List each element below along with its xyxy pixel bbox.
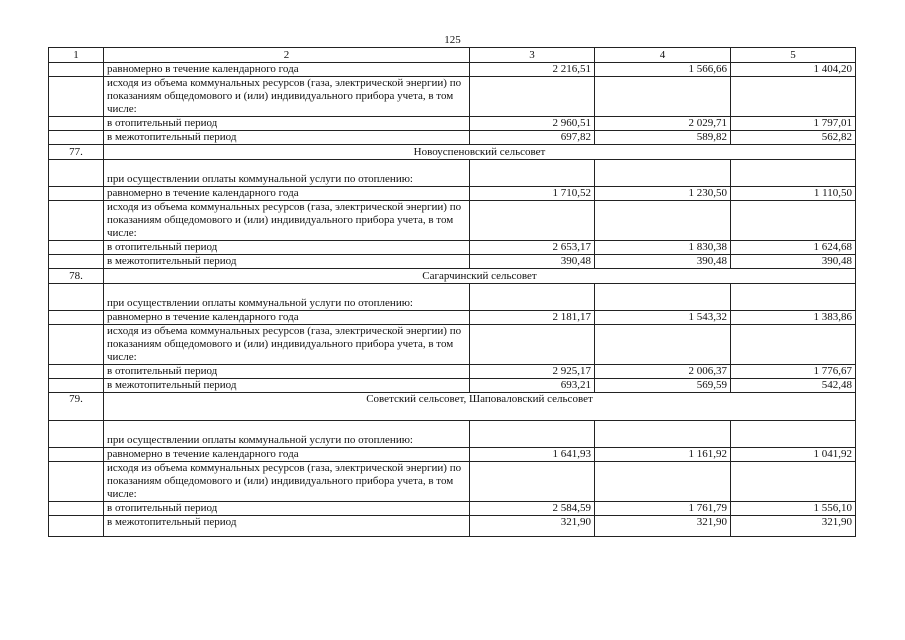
value-col4: 2 029,71 — [595, 117, 731, 131]
column-header: 3 — [470, 48, 595, 63]
value-col5 — [731, 462, 856, 502]
table-row — [49, 77, 856, 117]
column-header: 2 — [104, 48, 470, 63]
value-col4 — [595, 160, 731, 187]
value-col3: 1 641,93 — [470, 448, 595, 462]
value-col5: 562,82 — [731, 131, 856, 145]
row-number — [49, 516, 104, 537]
value-col5: 1 110,50 — [731, 187, 856, 201]
value-col3: 2 960,51 — [470, 117, 595, 131]
row-description: в отопительный период — [104, 241, 470, 255]
value-col5: 1 404,20 — [731, 63, 856, 77]
value-col5: 390,48 — [731, 255, 856, 269]
row-number — [49, 365, 104, 379]
value-col3: 390,48 — [470, 255, 595, 269]
table-row — [49, 131, 856, 145]
row-number — [49, 117, 104, 131]
row-description: исходя из объема коммунальных ресурсов (газа, электрической энергии) по показаниям общедомового и (или) индивидуального прибора учета, в том числе: — [104, 201, 470, 241]
column-header: 5 — [731, 48, 856, 63]
row-description: равномерно в течение календарного года — [104, 448, 470, 462]
value-col3 — [470, 462, 595, 502]
row-description: исходя из объема коммунальных ресурсов (газа, электрической энергии) по показаниям общедомового и (или) индивидуального прибора учета, в том числе: — [104, 325, 470, 365]
row-number — [49, 284, 104, 311]
table-row — [49, 311, 856, 325]
value-col4: 589,82 — [595, 131, 731, 145]
row-description: при осуществлении оплаты коммунальной услуги по отоплению: — [104, 421, 470, 448]
value-col4 — [595, 325, 731, 365]
section-row — [49, 269, 856, 284]
section-number: 79. — [49, 393, 104, 421]
row-description: при осуществлении оплаты коммунальной услуги по отоплению: — [104, 284, 470, 311]
table-row — [49, 365, 856, 379]
value-col4 — [595, 421, 731, 448]
column-header: 1 — [49, 48, 104, 63]
value-col5: 542,48 — [731, 379, 856, 393]
value-col5 — [731, 77, 856, 117]
value-col3: 2 216,51 — [470, 63, 595, 77]
row-description: в межотопительный период — [104, 255, 470, 269]
row-number — [49, 63, 104, 77]
row-number — [49, 255, 104, 269]
row-description: в межотопительный период — [104, 131, 470, 145]
value-col3 — [470, 77, 595, 117]
value-col3 — [470, 201, 595, 241]
value-col5 — [731, 421, 856, 448]
value-col4 — [595, 77, 731, 117]
row-description: равномерно в течение календарного года — [104, 311, 470, 325]
value-col3 — [470, 325, 595, 365]
table-row — [49, 421, 856, 448]
value-col5 — [731, 284, 856, 311]
value-col4 — [595, 284, 731, 311]
value-col5: 1 797,01 — [731, 117, 856, 131]
row-description: равномерно в течение календарного года — [104, 187, 470, 201]
value-col5 — [731, 160, 856, 187]
value-col4: 2 006,37 — [595, 365, 731, 379]
table-header-row — [49, 48, 856, 63]
row-number — [49, 311, 104, 325]
table-row — [49, 187, 856, 201]
table-row — [49, 379, 856, 393]
value-col3 — [470, 160, 595, 187]
section-title: Сагарчинский сельсовет — [104, 269, 856, 284]
tariff-table — [48, 47, 856, 537]
row-description: исходя из объема коммунальных ресурсов (газа, электрической энергии) по показаниям общедомового и (или) индивидуального прибора учета, в том числе: — [104, 77, 470, 117]
value-col5: 1 383,86 — [731, 311, 856, 325]
table-row — [49, 117, 856, 131]
section-title: Новоуспеновский сельсовет — [104, 145, 856, 160]
row-number — [49, 325, 104, 365]
value-col3 — [470, 284, 595, 311]
row-number — [49, 241, 104, 255]
row-number — [49, 77, 104, 117]
row-number — [49, 131, 104, 145]
table-row — [49, 325, 856, 365]
section-row — [49, 145, 856, 160]
row-description: в межотопительный период — [104, 516, 470, 537]
value-col4: 1 161,92 — [595, 448, 731, 462]
value-col4: 1 830,38 — [595, 241, 731, 255]
value-col3: 693,21 — [470, 379, 595, 393]
table-row — [49, 241, 856, 255]
row-number — [49, 448, 104, 462]
value-col4: 1 230,50 — [595, 187, 731, 201]
column-header: 4 — [595, 48, 731, 63]
row-number — [49, 502, 104, 516]
table-row — [49, 516, 856, 537]
row-description: при осуществлении оплаты коммунальной услуги по отоплению: — [104, 160, 470, 187]
value-col3: 2 584,59 — [470, 502, 595, 516]
table-row — [49, 284, 856, 311]
table-row — [49, 462, 856, 502]
value-col4 — [595, 462, 731, 502]
section-title: Советский сельсовет, Шаповаловский сельсовет — [104, 393, 856, 421]
row-description: равномерно в течение календарного года — [104, 63, 470, 77]
table-row — [49, 448, 856, 462]
row-number — [49, 201, 104, 241]
table-row — [49, 201, 856, 241]
row-description: исходя из объема коммунальных ресурсов (газа, электрической энергии) по показаниям общедомового и (или) индивидуального прибора учета, в том числе: — [104, 462, 470, 502]
page-number: 125 — [444, 34, 461, 46]
row-number — [49, 462, 104, 502]
value-col3: 2 925,17 — [470, 365, 595, 379]
value-col3: 1 710,52 — [470, 187, 595, 201]
value-col4: 1 761,79 — [595, 502, 731, 516]
row-number — [49, 160, 104, 187]
section-row — [49, 393, 856, 421]
value-col5 — [731, 201, 856, 241]
row-description: в отопительный период — [104, 502, 470, 516]
table-row — [49, 63, 856, 77]
value-col3: 2 653,17 — [470, 241, 595, 255]
row-number — [49, 187, 104, 201]
value-col5: 321,90 — [731, 516, 856, 537]
value-col5: 1 041,92 — [731, 448, 856, 462]
value-col4: 390,48 — [595, 255, 731, 269]
value-col4: 321,90 — [595, 516, 731, 537]
value-col3: 697,82 — [470, 131, 595, 145]
section-number: 77. — [49, 145, 104, 160]
row-description: в отопительный период — [104, 117, 470, 131]
value-col3: 2 181,17 — [470, 311, 595, 325]
table-row — [49, 502, 856, 516]
value-col5: 1 624,68 — [731, 241, 856, 255]
row-description: в отопительный период — [104, 365, 470, 379]
value-col4: 569,59 — [595, 379, 731, 393]
value-col4: 1 566,66 — [595, 63, 731, 77]
row-number — [49, 379, 104, 393]
value-col3: 321,90 — [470, 516, 595, 537]
row-number — [49, 421, 104, 448]
table-row — [49, 160, 856, 187]
table-row — [49, 255, 856, 269]
value-col5: 1 776,67 — [731, 365, 856, 379]
value-col4 — [595, 201, 731, 241]
value-col5 — [731, 325, 856, 365]
row-description: в межотопительный период — [104, 379, 470, 393]
value-col5: 1 556,10 — [731, 502, 856, 516]
section-number: 78. — [49, 269, 104, 284]
value-col3 — [470, 421, 595, 448]
value-col4: 1 543,32 — [595, 311, 731, 325]
